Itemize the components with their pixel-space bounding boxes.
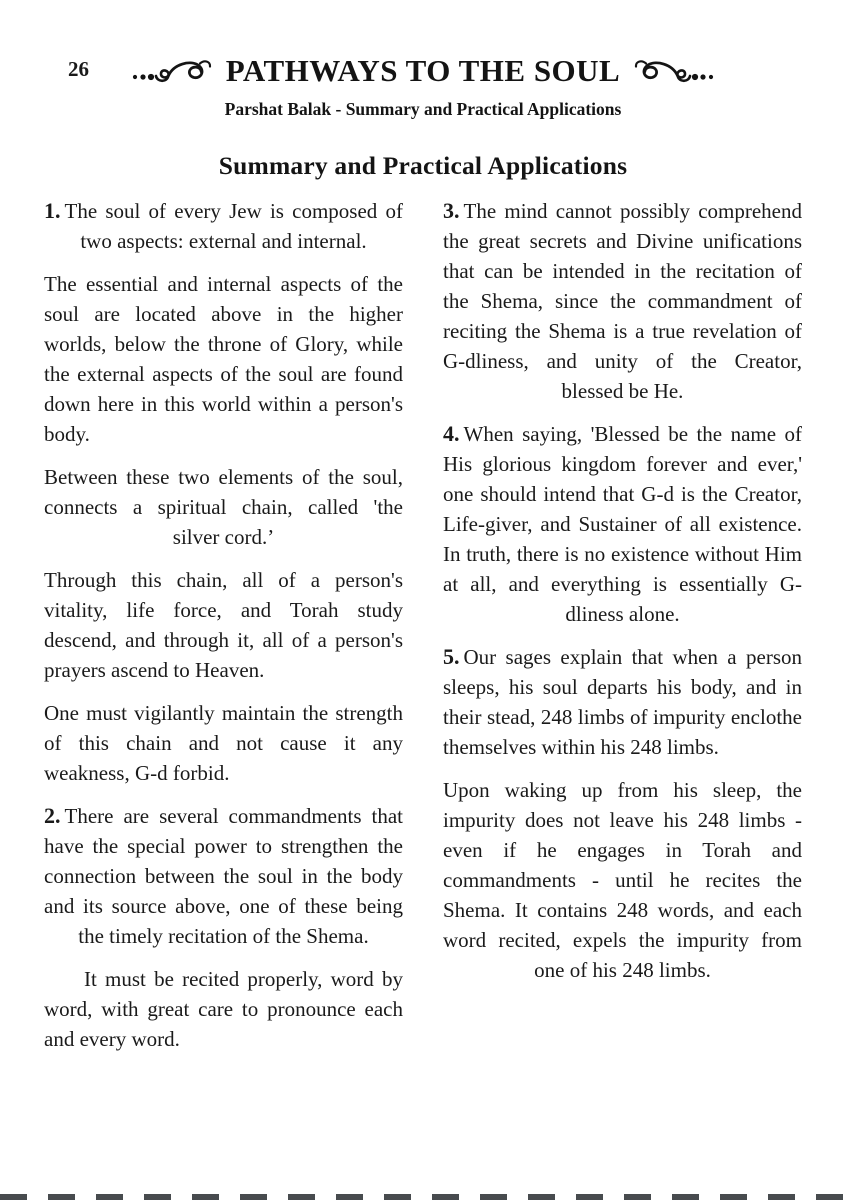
item-number: 1.	[44, 198, 61, 223]
paragraph-2	[44, 801, 403, 951]
paragraph-text: Through this chain, all of a person's vitality, life force, and Torah study descend, and through it, all of a person's prayers ascend to Heaven.	[44, 568, 403, 682]
paragraph-1b	[44, 462, 403, 552]
paragraph-1d	[44, 698, 403, 788]
flourish-right-icon	[628, 56, 716, 86]
item-number: 3.	[443, 198, 460, 223]
paragraph-4	[443, 419, 802, 629]
paragraph-1c	[44, 565, 403, 685]
book-title-row	[0, 50, 846, 92]
paragraph-text: When saying, 'Blessed be the name of His glorious kingdom forever and ever,' one should intend that G-d is the Creator, Life-giver, and Sustainer of all existence. In truth, there is no existence without Him at all, and everything is essentially G-dliness alone.	[443, 422, 802, 626]
left-column	[44, 196, 403, 1067]
paragraph-text: One must vigilantly maintain the strength of this chain and not cause it any weakness, G-d forbid.	[44, 701, 403, 785]
book-title: PATHWAYS TO THE SOUL	[225, 53, 621, 88]
right-column	[443, 196, 802, 1067]
paragraph-1a	[44, 269, 403, 449]
paragraph-text: The essential and internal aspects of the soul are located above in the higher worlds, below the throne of Glory, while the external aspects of the soul are found down here in this world within a person's body.	[44, 272, 403, 446]
paragraph-5	[443, 642, 802, 762]
flourish-left-icon	[130, 56, 218, 86]
paragraph-text: The soul of every Jew is composed of two aspects: external and internal.	[64, 199, 403, 253]
bottom-dashed-strip	[0, 1194, 846, 1200]
two-column-text	[0, 181, 846, 1067]
item-number: 4.	[443, 421, 460, 446]
paragraph-text: Between these two elements of the soul, connects a spiritual chain, called 'the silver cord.’	[44, 465, 403, 549]
item-number: 5.	[443, 644, 460, 669]
page-header	[0, 0, 846, 120]
item-number: 2.	[44, 803, 61, 828]
paragraph-1	[44, 196, 403, 256]
paragraph-text: Upon waking up from his sleep, the impurity does not leave his 248 limbs - even if he engages in Torah and commandments - until he recites the Shema. It contains 248 words, and each word recited, expels the impurity from one of his 248 limbs.	[443, 778, 802, 982]
paragraph-5a	[443, 775, 802, 985]
page-number: 26	[68, 57, 89, 81]
page-subtitle: Parshat Balak - Summary and Practical Applications	[224, 99, 622, 119]
paragraph-text: It must be recited properly, word by word, with great care to pronounce each and every word.	[44, 967, 403, 1051]
paragraph-text: The mind cannot possibly comprehend the great secrets and Divine unifications that can be intended in the recitation of the Shema, since the commandment of reciting the Shema is a true revelation of G-dliness, and unity of the Creator, blessed be He.	[443, 199, 802, 403]
section-heading: Summary and Practical Applications	[218, 151, 628, 180]
paragraph-2a	[44, 964, 403, 1054]
paragraph-text: Our sages explain that when a person sleeps, his soul departs his body, and in their stead, 248 limbs of impurity enclothe themselves within his 248 limbs.	[443, 645, 802, 759]
paragraph-3	[443, 196, 802, 406]
paragraph-text: There are several commandments that have the special power to strengthen the connection between the soul in the body and its source above, one of these being the timely recitation of the Shema.	[44, 804, 403, 948]
